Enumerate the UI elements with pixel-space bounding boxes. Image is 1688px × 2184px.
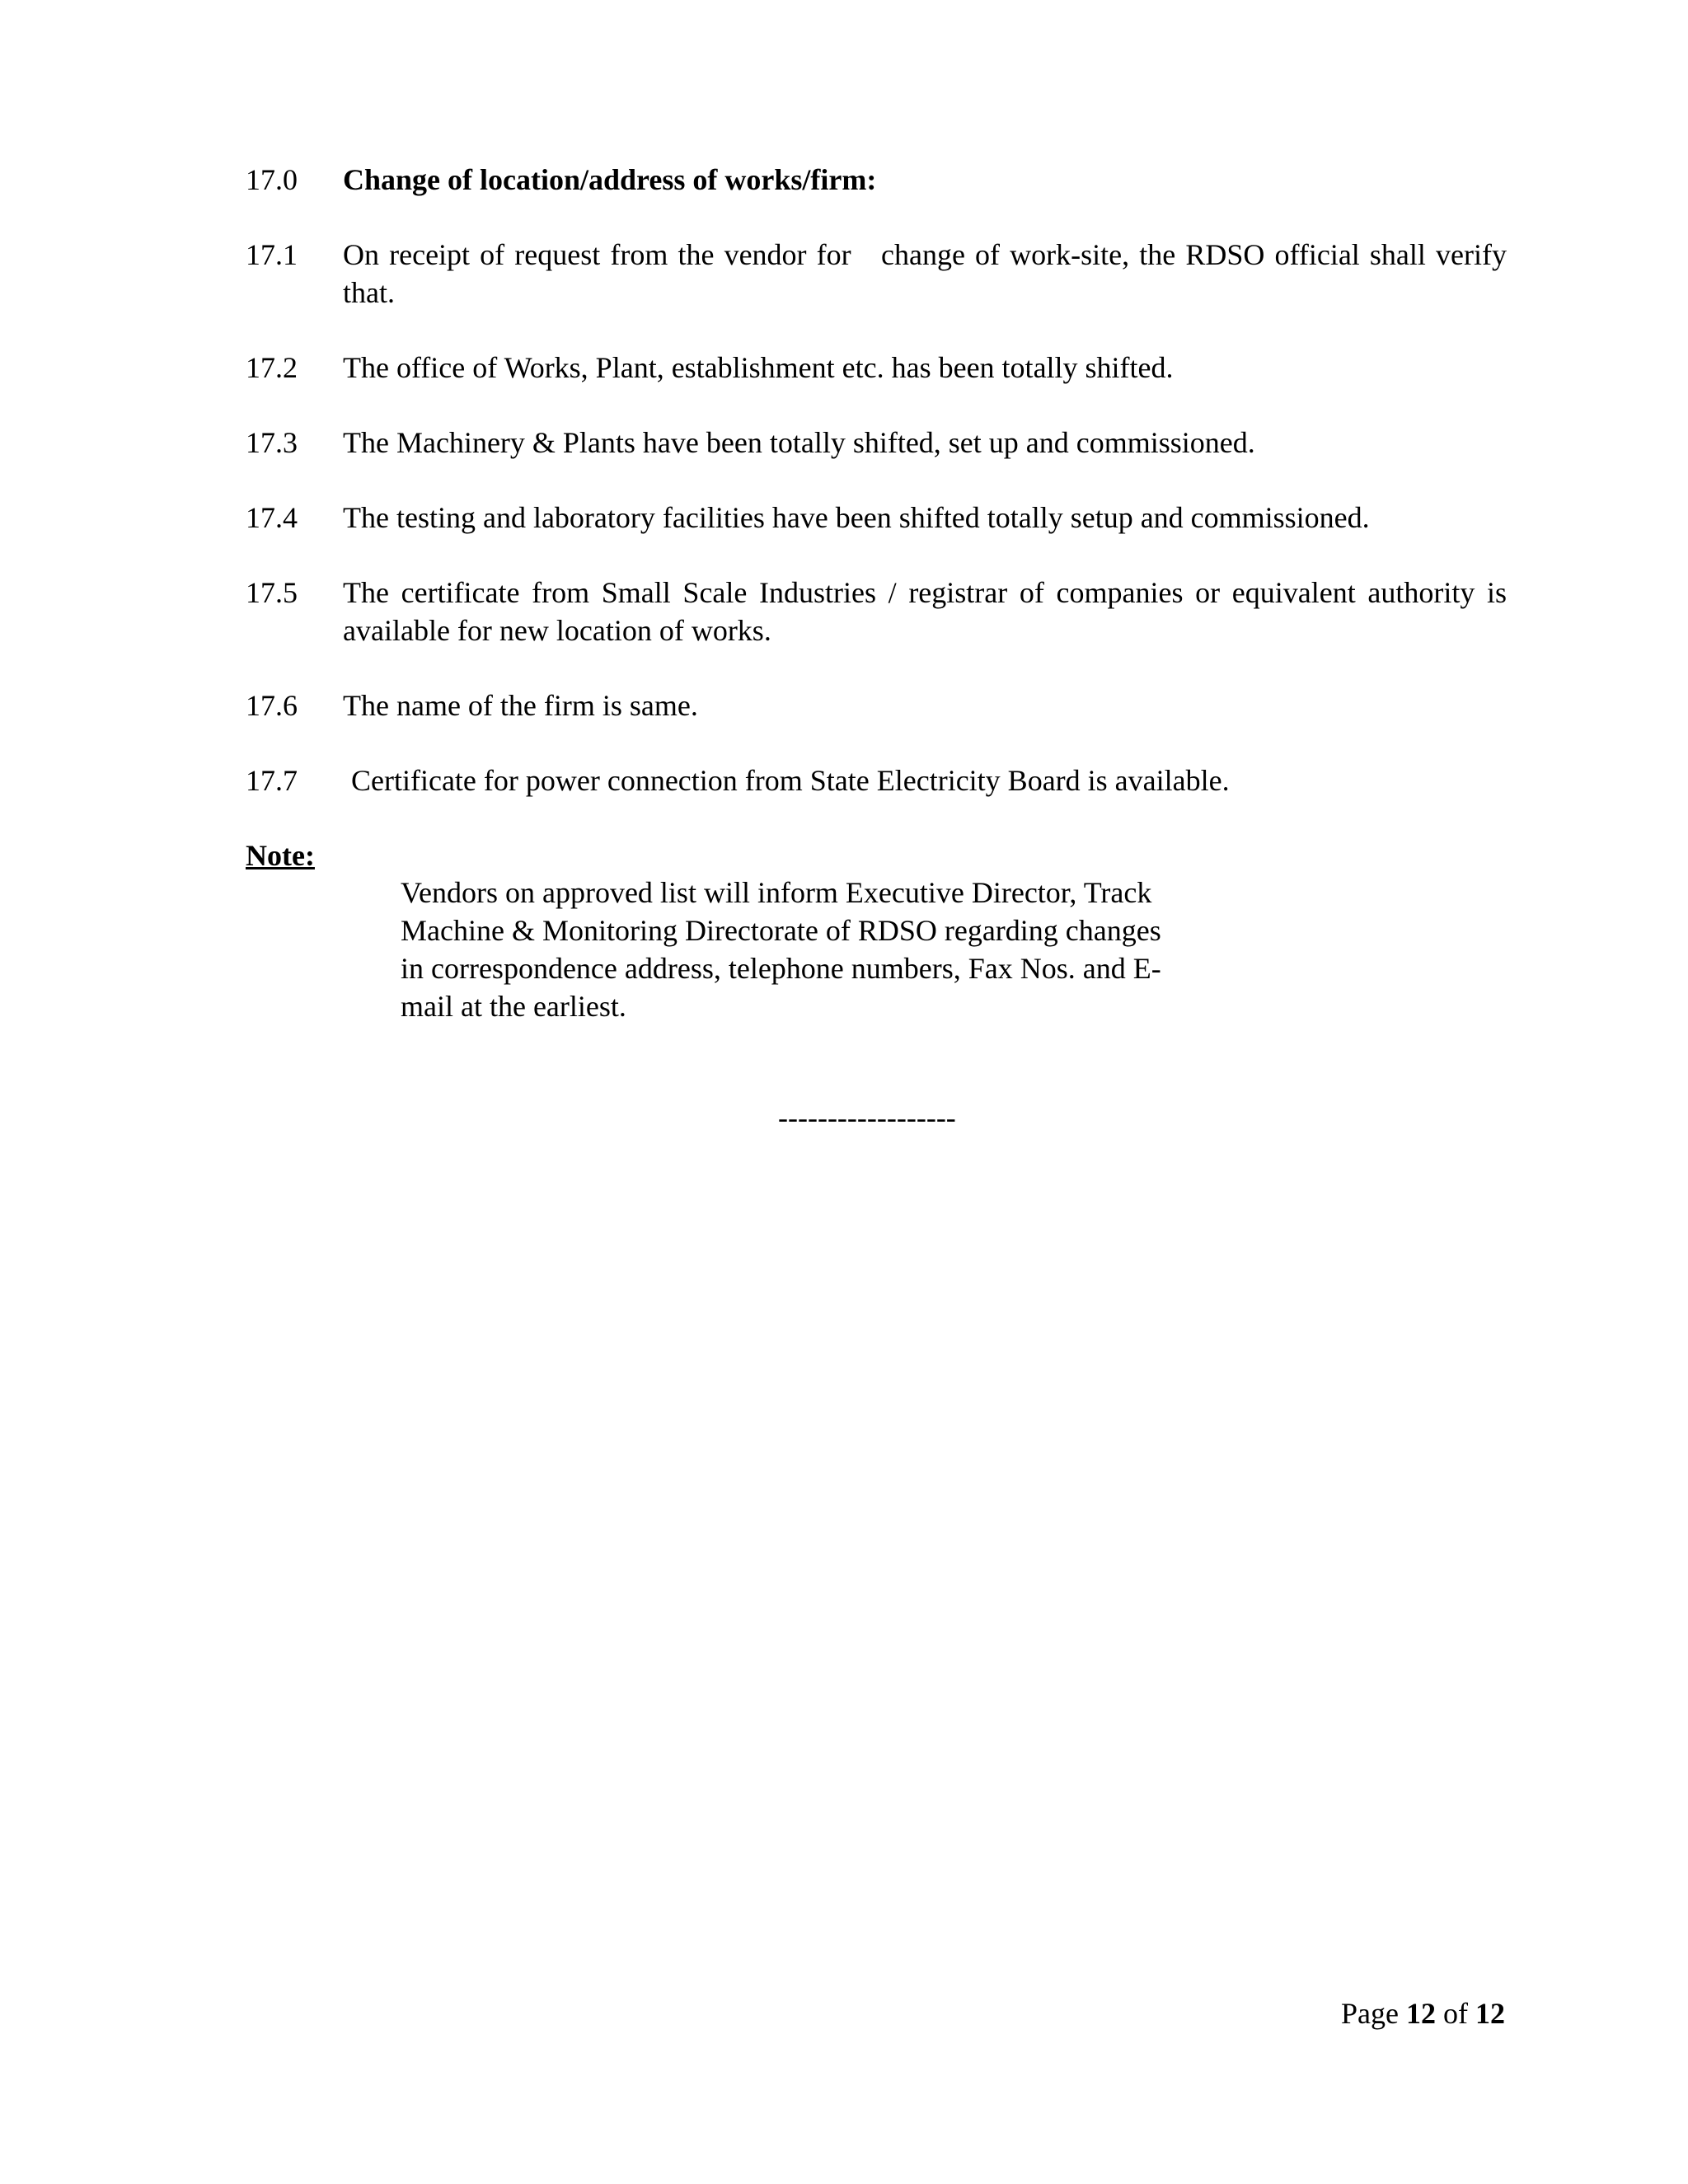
section-heading: [246, 161, 1507, 199]
page-footer: [1341, 1994, 1505, 2032]
of-word: of: [1443, 1997, 1468, 2030]
clause-17-3: [246, 424, 1507, 462]
note-line: Machine & Monitoring Directorate of RDSO regarding changes: [401, 914, 1161, 947]
clause-text: Certificate for power connection from State Electricity Board is available.: [351, 764, 1230, 797]
current-page-number: 12: [1406, 1997, 1436, 2030]
clause-text: The office of Works, Plant, establishment etc. has been totally shifted.: [343, 351, 1174, 384]
clause-number: 17.2: [246, 351, 298, 384]
end-divider: ------------------: [778, 1101, 956, 1134]
clause-text: The testing and laboratory facilities have been shifted totally setup and commissioned.: [343, 501, 1370, 534]
clause-number: 17.5: [246, 576, 298, 609]
clause-text: On receipt of request from the vendor for change of work-site, the RDSO official shall verify that.: [343, 238, 1514, 309]
total-page-number: 12: [1475, 1997, 1505, 2030]
clause-17-4: [246, 499, 1507, 537]
clause-17-5: [246, 574, 1507, 649]
section-title: Change of location/address of works/firm:: [343, 163, 877, 196]
clause-number: 17.7: [246, 764, 298, 797]
note-line: in correspondence address, telephone numbers, Fax Nos. and E-: [401, 952, 1161, 985]
clause-17-1: [246, 236, 1514, 312]
clause-17-7: [246, 762, 1507, 799]
clause-number: 17.3: [246, 426, 298, 459]
note-line: Vendors on approved list will inform Executive Director, Track: [401, 876, 1152, 909]
note-line: mail at the earliest.: [401, 990, 626, 1023]
note-label: Note:: [246, 839, 315, 872]
clause-number: 17.4: [246, 501, 298, 534]
page-word: Page: [1341, 1997, 1399, 2030]
clause-number: 17.6: [246, 689, 298, 722]
clause-text: The certificate from Small Scale Industries / registrar of companies or equivalent authority is available for new location of works.: [343, 576, 1507, 647]
section-number: 17.0: [246, 163, 298, 196]
clause-17-6: [246, 687, 1507, 724]
clause-number: 17.1: [246, 238, 298, 271]
clause-text: The Machinery & Plants have been totally shifted, set up and commissioned.: [343, 426, 1255, 459]
note-body: [401, 874, 1250, 1025]
clause-17-2: [246, 349, 1507, 387]
clause-text: The name of the firm is same.: [343, 689, 698, 722]
